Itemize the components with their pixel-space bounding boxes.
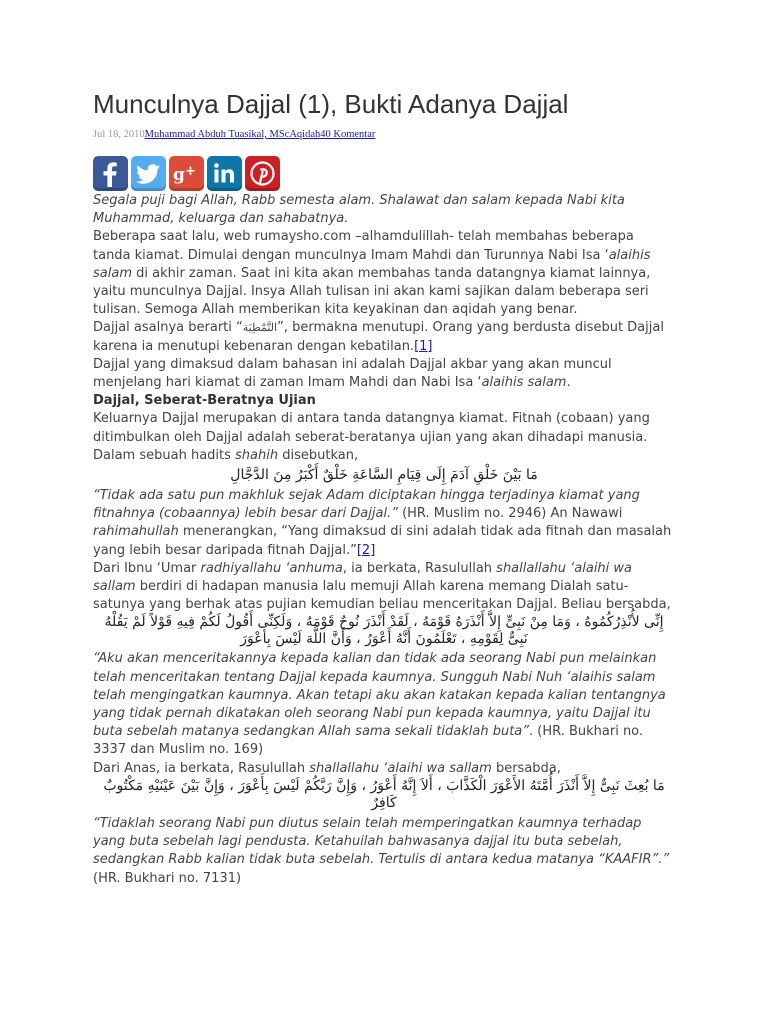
- linkedin-share-button[interactable]: [207, 156, 242, 191]
- arabic-hadith: إِنِّى لأُنْذِرُكُمُوهُ ، وَمَا مِنْ نَبِىٍّ إِلاَّ أَنْذَرَهُ قَوْمَهُ ، لَقَدْ أَنْذَرَ نُوحٌ قَوْمَهُ ، وَلَكِنِّى أَقُولُ لَكُمْ فِيهِ قَوْلاً لَمْ يَقُلْهُ نَبِىٌّ لِقَوْمِهِ ، تَعْلَمُونَ أَنَّهُ أَعْوَرُ ، وَأَنَّ اللَّهَ لَيْسَ بِأَعْوَرَ: [104, 614, 664, 648]
- google-plus-share-button[interactable]: [169, 156, 204, 191]
- text: ”, bermakna menutupi. Orang yang berdusta disebut Dajjal karena ia menutupi kebenaran dengan kebatilan.: [93, 320, 664, 354]
- svg-text:+: +: [185, 164, 196, 179]
- text: .: [566, 375, 571, 391]
- text-italic: .”: [658, 852, 670, 868]
- text-italic: shallallahu ‘alaihi wa sallam: [309, 760, 492, 776]
- facebook-icon: [93, 156, 128, 191]
- text: Keluarnya Dajjal merupakan di antara tanda datangnya kiamat. Fitnah (cobaan) yang ditimbulkan oleh Dajjal adalah seberat-beratanya ujian yang akan dihadapi manusia. Dalam sebuah hadits: [93, 411, 650, 463]
- twitter-icon: [131, 156, 166, 191]
- comments-link[interactable]: 40 Komentar: [320, 129, 376, 140]
- twitter-share-button[interactable]: [131, 156, 166, 191]
- text: bersabda,: [491, 760, 561, 776]
- arabic-word: التَّمْطِيَة: [242, 321, 278, 335]
- facebook-share-button[interactable]: [93, 156, 128, 191]
- text: (HR. Bukhari no. 7131): [93, 870, 242, 886]
- paragraph: [93, 228, 675, 319]
- arabic-hadith: مَا بَيْنَ خَلْقِ آدَمَ إِلَى قِيَامِ السَّاعَةِ خَلْقٌ أَكْبَرُ مِنَ الدَّجَّالِ: [230, 467, 538, 484]
- hadith-translation: “Tidak ada satu pun makhluk sejak Adam diciptakan hingga terjadinya kiamat yang fitnahnya (cobaannya) lebih besar dari Dajjal.”: [93, 488, 640, 522]
- paragraph: [93, 815, 675, 888]
- footnote-link[interactable]: [2]: [356, 542, 376, 558]
- post-meta: [93, 128, 375, 142]
- paragraph: [93, 560, 675, 615]
- article-body: [93, 192, 675, 888]
- text-italic: shallallahu ‘alaihi wa sallam: [93, 560, 633, 595]
- text: Dajjal yang dimaksud dalam bahasan ini adalah Dajjal akbar yang akan muncul menjelang hari kiamat di zaman Imam Mahdi dan Nabi Isa ‘: [93, 356, 612, 391]
- hadith-translation: “Aku akan menceritakannya kepada kalian dan tidak ada seorang Nabi pun melainkan telah menceritakan tentang Dajjal kepada kaumnya. Sungguh Nabi Nuh ‘alaihis salam telah mengingatkan kaumnya. Akan tetapi aku akan katakan kepada kalian tentangnya yang tidak pernah dikatakan oleh seorang Nabi pun kepada kaumnya, yaitu Dajjal itu buta sebelah matanya sedangkan Allah sama sekali tidaklah buta”: [93, 651, 666, 740]
- paragraph: [93, 650, 675, 759]
- pinterest-share-button[interactable]: [245, 156, 280, 191]
- pinterest-icon: [245, 156, 280, 191]
- text-italic: “KAAFIR”: [598, 852, 659, 868]
- text: Beberapa saat lalu, web rumaysho.com –alhamdulillah- telah membahas beberapa tanda kiamat. Dimulai dengan munculnya Imam Mahdi dan Turunnya Nabi Isa ‘: [93, 229, 634, 263]
- intro-paragraph: [93, 192, 675, 228]
- paragraph: [93, 356, 675, 392]
- text: berdiri di hadapan manusia lalu memuji Allah karena memang Dialah satu-satunya yang berhak atas pujian kemudian beliau menceritakan Dajjal. Beliau bersabda,: [93, 579, 671, 613]
- section-heading: Dajjal, Seberat-Beratnya Ujian: [93, 393, 316, 409]
- text: Dari Anas, ia berkata, Rasulullah: [93, 760, 310, 776]
- svg-text:g: g: [173, 165, 185, 185]
- text: menerangkan, “Yang dimaksud di sini adalah tidak ada fitnah dan masalah yang lebih besar daripada fitnah Dajjal.”: [93, 524, 672, 558]
- post-date: Jul 18, 2010: [93, 129, 145, 140]
- text-italic: radhiyallahu ‘anhuma: [200, 560, 343, 576]
- paragraph: [93, 760, 675, 778]
- text: . (HR. Bukhari no. 3337 dan Muslim no. 169): [93, 724, 644, 758]
- author-link[interactable]: Muhammad Abduh Tuasikal, MSc: [144, 129, 290, 140]
- category-link[interactable]: Aqidah: [289, 129, 321, 140]
- arabic-hadith: مَا بُعِثَ نَبِىٌّ إِلاَّ أَنْذَرَ أُمَّتَهُ الأَعْوَرَ الْكَذَّابَ ، أَلاَ إِنَّهُ أَعْوَرُ ، وَإِنَّ رَبَّكُمْ لَيْسَ بِأَعْوَرَ ، وَإِنَّ بَيْنَ عَيْنَيْهِ مَكْتُوبٌ كَافِرٌ: [103, 777, 665, 811]
- text: (HR. Muslim no. 2946) An Nawawi: [397, 506, 623, 522]
- google-plus-icon: [169, 156, 204, 191]
- text: disebutkan,: [278, 447, 359, 463]
- text-italic: alaihis salam: [481, 375, 567, 391]
- text-italic: rahimahullah: [93, 524, 179, 540]
- text: Dajjal asalnya berarti “: [93, 320, 243, 336]
- page-title: Munculnya Dajjal (1), Bukti Adanya Dajjal: [93, 89, 569, 119]
- intro-text: Segala puji bagi Allah, Rabb semesta alam. Shalawat dan salam kepada Nabi kita Muhammad, keluarga dan sahabatnya.: [93, 193, 625, 227]
- share-buttons: [93, 156, 280, 191]
- paragraph: [93, 410, 675, 465]
- paragraph: [93, 319, 675, 355]
- text: di akhir zaman. Saat ini kita akan membahas tanda datangnya kiamat lainnya, yaitu munculnya Dajjal. Insya Allah tulisan ini akan kami sajikan dalam beberapa seri tulisan. Semoga Allah memberikan kita keyakinan dan aqidah yang benar.: [93, 265, 651, 318]
- linkedin-icon: [207, 156, 242, 191]
- paragraph: [93, 487, 675, 560]
- footnote-link[interactable]: [1]: [414, 338, 433, 354]
- text-italic: shahih: [235, 447, 279, 463]
- text-italic: alaihis salam: [93, 247, 651, 281]
- text: Dari Ibnu ‘Umar: [93, 560, 201, 576]
- text: , ia berkata, Rasulullah: [342, 560, 497, 576]
- hadith-translation: “Tidaklah seorang Nabi pun diutus selain telah memperingatkan kaumnya terhadap yang buta sebelah lagi pendusta. Ketahuilah bahwasanya dajjal itu buta sebelah, sedangkan Rabb kalian tidak buta sebelah. Tertulis di antara kedua matanya: [93, 815, 642, 868]
